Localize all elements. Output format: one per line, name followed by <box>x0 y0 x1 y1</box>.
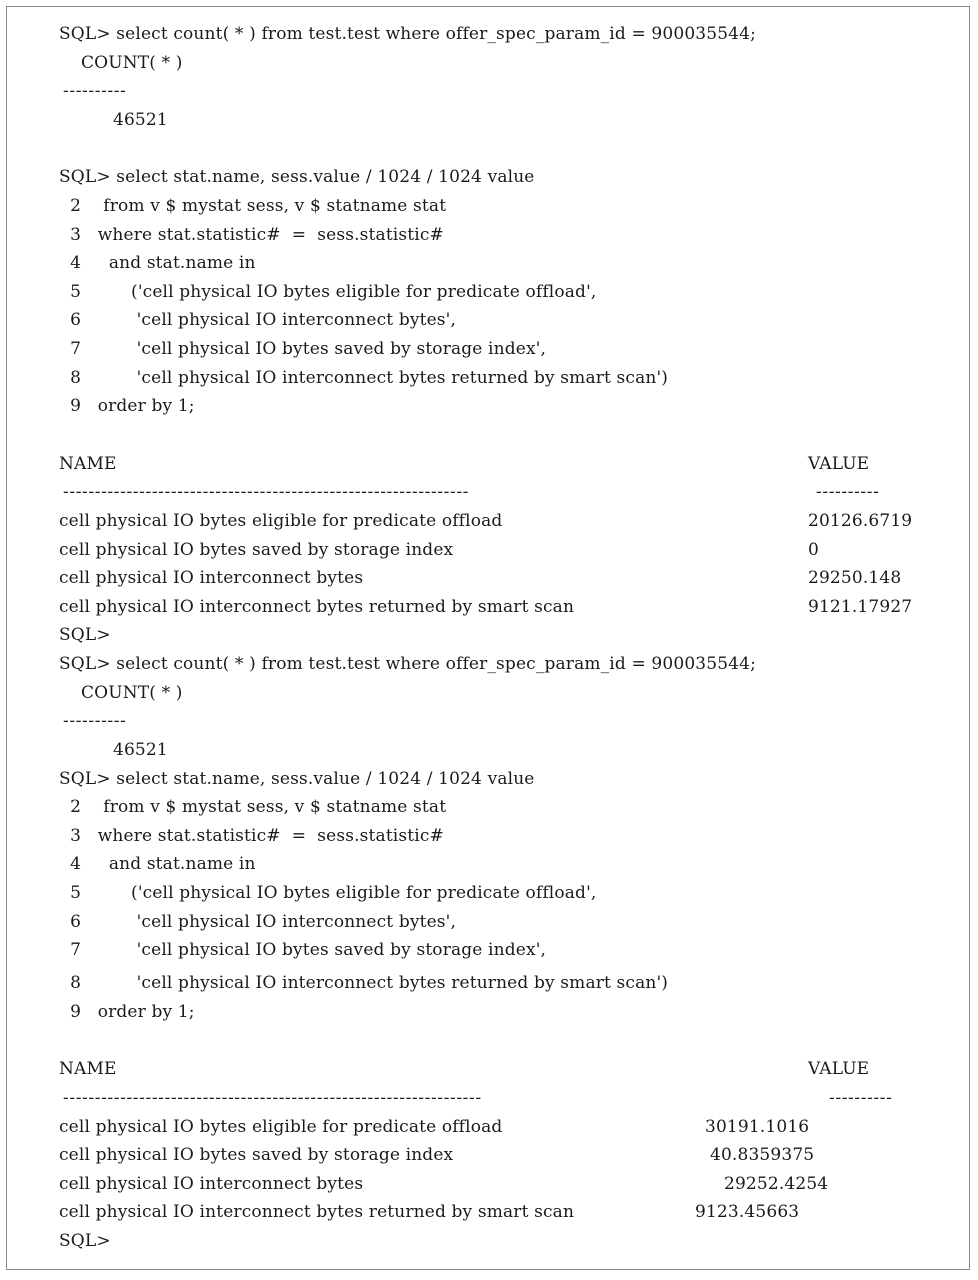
result-row-2-name: cell physical IO bytes saved by storage index <box>59 540 454 560</box>
count-query-line-2: SQL> select count( * ) from test.test where offer_spec_param_id = 900035544; <box>59 654 756 674</box>
result2-row-4-value: 9123.45663 <box>695 1202 800 1222</box>
stats-query-line-6: 6 'cell physical IO interconnect bytes', <box>59 310 457 330</box>
result2-row-2-value: 40.8359375 <box>710 1145 815 1165</box>
stats2-query-line-3: 3 where stat.statistic# = sess.statistic# <box>59 826 444 846</box>
count-result-2: 46521 <box>113 740 168 760</box>
stats-query-line-1: SQL> select stat.name, sess.value / 1024 / 1024 value <box>59 167 535 187</box>
result-row-1-name: cell physical IO bytes eligible for predicate offload <box>59 511 503 531</box>
result-row-1-value: 20126.6719 <box>808 511 913 531</box>
result2-row-1-value: 30191.1016 <box>705 1117 810 1137</box>
result2-row-4-name: cell physical IO interconnect bytes returned by smart scan <box>59 1202 575 1222</box>
result-name-rule: ---------------------------------------------------------------- <box>63 482 470 502</box>
stats2-query-line-2: 2 from v $ mystat sess, v $ statname stat <box>59 797 447 817</box>
count-result: 46521 <box>113 110 168 130</box>
stats-query-line-2: 2 from v $ mystat sess, v $ statname stat <box>59 196 447 216</box>
result-header-name: NAME <box>59 454 117 474</box>
stats2-query-line-4: 4 and stat.name in <box>59 854 256 874</box>
count-header-rule-2: ---------- <box>63 711 127 731</box>
result-row-4-name: cell physical IO interconnect bytes returned by smart scan <box>59 597 575 617</box>
stats2-query-line-6: 6 'cell physical IO interconnect bytes', <box>59 912 457 932</box>
result-row-2-value: 0 <box>808 540 819 560</box>
sql-prompt-2: SQL> <box>59 1231 111 1251</box>
count-column-header-2: COUNT( * ) <box>81 683 183 703</box>
stats2-query-line-9: 9 order by 1; <box>59 1002 195 1022</box>
stats2-query-line-8: 8 'cell physical IO interconnect bytes returned by smart scan') <box>59 973 669 993</box>
count-query-line: SQL> select count( * ) from test.test where offer_spec_param_id = 900035544; <box>59 24 756 44</box>
count-column-header: COUNT( * ) <box>81 53 183 73</box>
result-header-value: VALUE <box>808 454 870 474</box>
result-value-rule: ---------- <box>816 482 880 502</box>
result-row-3-name: cell physical IO interconnect bytes <box>59 568 364 588</box>
stats-query-line-5: 5 ('cell physical IO bytes eligible for predicate offload', <box>59 282 597 302</box>
stats-query-line-3: 3 where stat.statistic# = sess.statistic# <box>59 225 444 245</box>
stats2-query-line-7: 7 'cell physical IO bytes saved by storage index', <box>59 940 547 960</box>
stats-query-line-4: 4 and stat.name in <box>59 253 256 273</box>
stats-query-line-7: 7 'cell physical IO bytes saved by storage index', <box>59 339 547 359</box>
result-row-4-value: 9121.17927 <box>808 597 913 617</box>
result2-header-name: NAME <box>59 1059 117 1079</box>
result2-row-3-name: cell physical IO interconnect bytes <box>59 1174 364 1194</box>
stats-query-line-9: 9 order by 1; <box>59 396 195 416</box>
result2-row-1-name: cell physical IO bytes eligible for predicate offload <box>59 1117 503 1137</box>
result2-name-rule: ------------------------------------------------------------------ <box>63 1088 482 1108</box>
result2-row-3-value: 29252.4254 <box>724 1174 829 1194</box>
result-row-3-value: 29250.148 <box>808 568 902 588</box>
sql-prompt-1: SQL> <box>59 625 111 645</box>
stats2-query-line-5: 5 ('cell physical IO bytes eligible for predicate offload', <box>59 883 597 903</box>
count-header-rule: ---------- <box>63 81 127 101</box>
result2-header-value: VALUE <box>808 1059 870 1079</box>
result2-value-rule: ---------- <box>829 1088 893 1108</box>
stats-query-line-8: 8 'cell physical IO interconnect bytes returned by smart scan') <box>59 368 669 388</box>
frame-notch <box>7 969 10 971</box>
stats2-query-line-1: SQL> select stat.name, sess.value / 1024 / 1024 value <box>59 769 535 789</box>
result2-row-2-name: cell physical IO bytes saved by storage index <box>59 1145 454 1165</box>
